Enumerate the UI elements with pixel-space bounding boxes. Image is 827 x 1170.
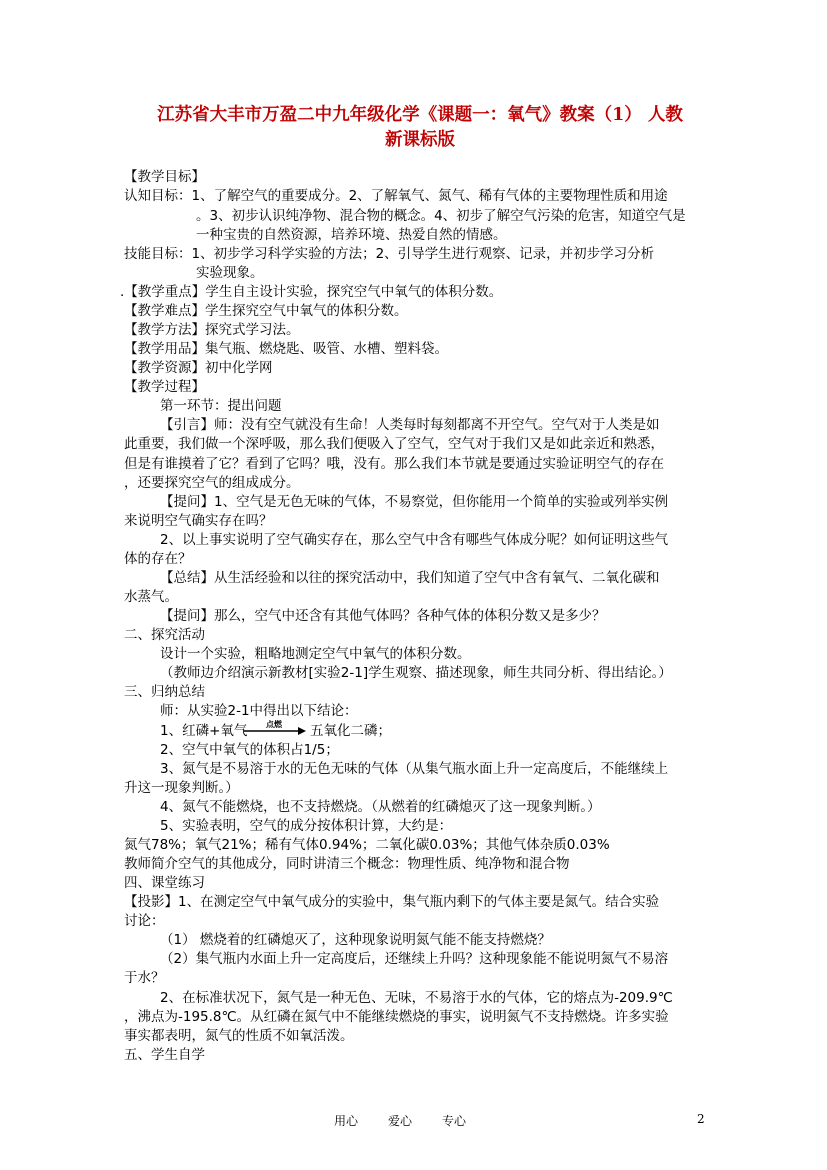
title-line-1: 江苏省大丰市万盈二中九年级化学《课题一：氧气》教案（1） 人教 [157, 105, 683, 125]
text-line: 5、实验表明，空气的成分按体积计算，大约是： [160, 818, 453, 834]
text-line: （教师边介绍演示新教材[实验2-1]学生观察、描述现象，师生共同分析、得出结论。） [160, 665, 672, 681]
text-line: 升这一现象判断。） [124, 780, 239, 796]
text-line: 氮气78%；氧气21%；稀有气体0.94%；二氧化碳0.03%；其他气体杂质0.03% [124, 837, 610, 853]
text-line: 来说明空气确实存在吗？ [124, 513, 273, 529]
page-number: 2 [697, 1112, 705, 1126]
text-line: 2、以上事实说明了空气确实存在，那么空气中含有哪些气体成分呢？如何证明这些气 [160, 532, 669, 548]
text-line: 【提问】1、空气是无色无味的气体，不易察觉，但你能用一个简单的实验或列举实例 [160, 494, 669, 510]
text-line: 2、在标准状况下，氮气是一种无色、无味，不易溶于水的气体，它的熔点为-209.9℃ [160, 990, 673, 1006]
text-line: 技能目标：1、初步学习科学实验的方法；2、引导学生进行观察、记录，并初步学习分析 [124, 246, 655, 262]
section-heading: 【教学资源】初中化学网 [124, 360, 273, 376]
text-line: 【投影】1、在测定空气中氧气成分的实验中，集气瓶内剩下的气体主要是氮气。结合实验 [124, 894, 660, 910]
text-line: 【提问】那么，空气中还含有其他气体吗？各种气体的体积分数又是多少？ [160, 608, 606, 624]
section-heading: 三、归纳总结 [124, 684, 205, 700]
footer-slogan-1: 用心 [334, 1114, 359, 1128]
text-line: ，沸点为-195.8℃。从红磷在氮气中不能继续燃烧的事实，说明氮气不支持燃烧。许多实验 [124, 1009, 669, 1025]
subheading: 第一环节：提出问题 [160, 398, 282, 414]
text-line: 事实都表明，氮气的性质不如氧活泼。 [124, 1028, 354, 1044]
section-heading: 【教学难点】学生探究空气中氧气的体积分数。 [124, 303, 408, 319]
text-line: 3、氮气是不易溶于水的无色无味的气体（从集气瓶水面上升一定高度后，不能继续上 [160, 761, 669, 777]
text-line: （1） 燃烧着的红磷熄灭了，这种现象说明氮气能不能支持燃烧？ [160, 932, 551, 948]
footer-slogan-2: 爱心 [388, 1114, 413, 1128]
text-line: 实验现象。 [196, 265, 264, 281]
text-line: 。3、初步认识纯净物、混合物的概念。4、初步了解空气污染的危害，知道空气是 [196, 208, 686, 224]
section-heading: 【教学目标】 [124, 169, 205, 185]
text-line: 【总结】从生活经验和以往的探究活动中，我们知道了空气中含有氧气、二氧化碳和 [160, 570, 660, 586]
section-heading: 四、课堂练习 [124, 875, 205, 891]
text-line: 教师简介空气的其他成分，同时讲清三个概念：物理性质、纯净物和混合物 [124, 856, 570, 872]
reaction-arrow-icon [242, 720, 306, 738]
section-heading: 【教学方法】探究式学习法。 [124, 322, 300, 338]
text-line: 4、氮气不能燃烧，也不支持燃烧。（从燃着的红磷熄灭了这一现象判断。） [160, 799, 601, 815]
text-line: ，还要探究空气的组成成分。 [124, 475, 300, 491]
equation-product: 五氧化二磷； [310, 723, 391, 739]
equation-reactants: 1、红磷+氧气 [160, 723, 248, 739]
section-heading: 【教学过程】 [124, 379, 205, 395]
section-heading: 【教学用品】集气瓶、燃烧匙、吸管、水槽、塑料袋。 [124, 341, 448, 357]
section-heading: 五、学生自学 [124, 1047, 205, 1063]
section-heading: 二、探究活动 [124, 627, 205, 643]
text-line: 水蒸气。 [124, 589, 178, 605]
text-line: 认知目标：1、了解空气的重要成分。2、了解氧气、氮气、稀有气体的主要物理性质和用途 [124, 188, 668, 204]
text-line: 讨论： [124, 913, 165, 929]
text-line: 此重要，我们做一个深呼吸，那么我们便吸入了空气，空气对于我们又是如此亲近和熟悉， [124, 436, 664, 452]
text-line: 师：从实验2-1中得出以下结论： [160, 703, 358, 719]
text-line: 但是有谁摸着了它？看到了它吗？哦，没有。那么我们本节就是要通过实验证明空气的存在 [124, 456, 664, 472]
text-line: 于水？ [124, 970, 165, 986]
reaction-condition-label: 点燃 [266, 720, 282, 729]
text-line: 2、空气中氧气的体积占1/5； [160, 742, 339, 758]
section-heading: .【教学重点】学生自主设计实验，探究空气中氧气的体积分数。 [120, 284, 503, 300]
text-line: 一种宝贵的自然资源，培养环境、热爱自然的情感。 [196, 227, 507, 243]
text-line: 【引言】师：没有空气就没有生命！人类每时每刻都离不开空气。空气对于人类是如 [160, 417, 660, 433]
text-line: （2）集气瓶内水面上升一定高度后，还继续上升吗？这种现象能不能说明氮气不易溶 [160, 951, 669, 967]
footer-slogan-3: 专心 [442, 1114, 467, 1128]
text-line: 设计一个实验，粗略地测定空气中氧气的体积分数。 [160, 646, 471, 662]
text-line: 体的存在？ [124, 551, 192, 567]
title-line-2: 新课标版 [385, 130, 455, 150]
